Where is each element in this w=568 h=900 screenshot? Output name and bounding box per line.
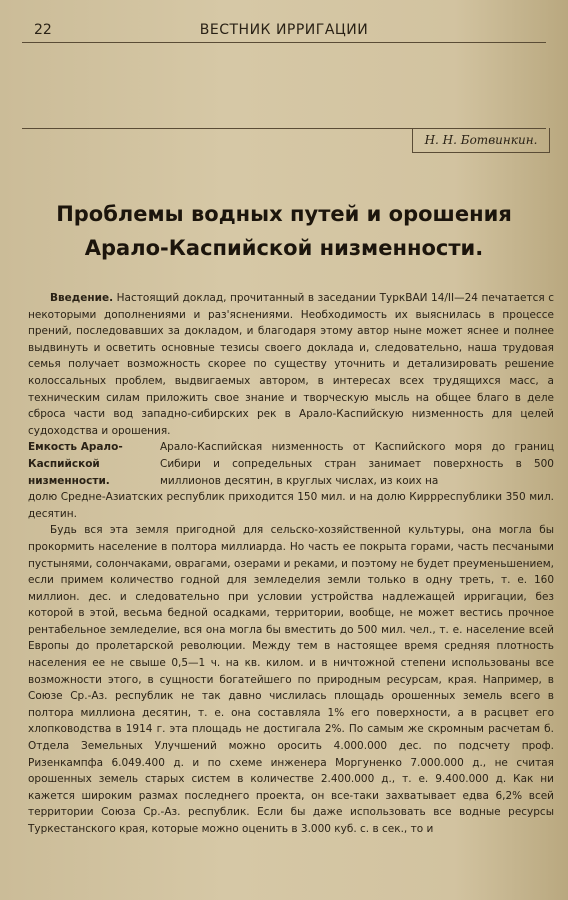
title-line-1: Проблемы водных путей и орошения [56,202,512,226]
section-text: Арало-Каспийская низменность от Каспийского моря до границ Сибири и сопредельных стран занимает поверхность в 500 миллионов десятин, в круглых числах, из коих на [160,441,554,487]
intro-text: Настоящий доклад, прочитанный в заседании ТуркВАИ 14/II—24 печатается с некоторыми дополнениями и раз'яснениями. Необходимость их выяснилась в процессе прений, последовавших за докладом, и благодаря этому автор ныне может яснее и полнее выдвинуть и осветить основные тезисы своего доклада и, следовательно, наша трудовая семья получает возможность скорее по существу уточнить и детализировать решение колоссальных проблем, выдвигаемых автором, в интересах всех трудящихся масс, а техническим силам приложить свое знание и творческую мысль на общее благо в деле сброса части вод западно-сибирских рек в Арало-Каспийскую низменность для целей судоходства и орошения. [28,292,554,437]
paragraph-2: Будь вся эта земля пригодной для сельско-хозяйственной культуры, она могла бы прокормить население в полтора миллиарда. Но часть ее покрыта горами, часть песчаными пустынями, солончаками, оврагами, озерами и реками, и поэтому не будет преуменьшением, если примем количество годной для земледелия земли только в одну треть, т. е. 160 миллион. дес. и следовательно при условии устройства надлежащей ирригации, без которой в этой, весьма бедной осадками, территории, вообще, не может вестись прочное рентабельное земледелие, вся она могла бы вместить до 500 мил. чел., т. е. население всей Европы до пролетарской революции. Между тем в настоящее время средняя плотность населения ее не свыше 0,5—1 ч. на кв. килом. и в ничтожной степени использованы все возможности этого, в сущности богатейшего по природным ресурсам, края. Например, в Союзе Ср.-Аз. республик не так давно числилась площадь орошенных земель всего в полтора миллиона десятин, т. е. она составляла 1% его поверхности, а в расцвет его хлопководства в 1914 г. эта площадь не достигала 2%. По самым же скромным расчетам б. Отдела Земельных Улучшений можно оросить 4.000.000 дес. по подсчету проф. Ризенкампфа 6.049.400 д. и по схеме инженера Моргуненко 7.000.000 д., не считая орошенных земель старых систем в количестве 2.400.000 д., т. е. 9.400.000 д. Как ни кажется широким размах последнего проекта, он все-таки захватывает едва 6,2% всей территории Союза Ср.-Аз. республик. Если бы даже использовать все водные ресурсы Туркестанского края, которые можно оценить в 3.000 куб. с. в сек., то и [28,524,554,835]
section-label: Емкость Арало-Каспийской низменности. [28,441,123,487]
author-name: Н. Н. Ботвинкин. [412,128,550,153]
article-body [28,290,554,838]
article-title [10,197,558,265]
intro-lead: Введение. [50,292,114,304]
intro-paragraph [28,290,554,439]
journal-title: ВЕСТНИК ИРРИГАЦИИ [199,22,369,38]
section-capacity [28,439,554,489]
section-tail: долю Средне-Азиатских республик приходится 150 мил. и на долю Киррреспублики 350 мил. десятин. [28,491,554,520]
running-header [22,20,546,43]
page-number: 22 [34,22,52,38]
title-line-2: Арало-Каспийской низменности. [84,236,484,260]
